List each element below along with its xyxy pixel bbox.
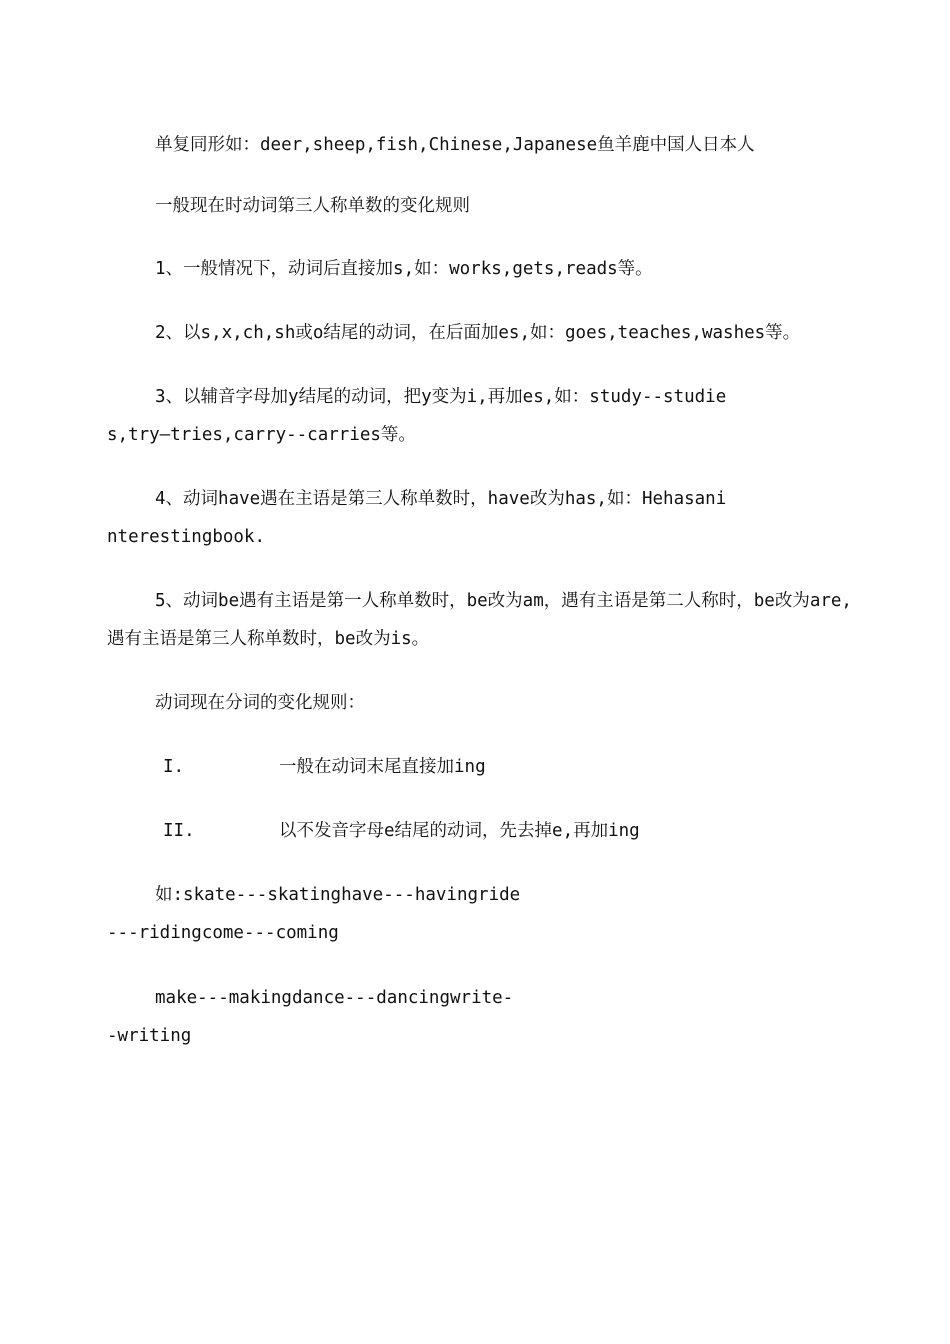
- list-item-number: II.: [163, 821, 195, 841]
- paragraph-present-participle-heading: 动词现在分词的变化规则：: [155, 693, 365, 713]
- paragraph-example-2: make---makingdance---dancingwrite--writing: [107, 988, 514, 1046]
- paragraph-rule-2: 2、以s,x,ch,sh或o结尾的动词，在后面加es,如：goes,teaches,washes等。: [155, 323, 801, 343]
- paragraph-rule-4: 4、动词have遇在主语是第三人称单数时，have改为has,如：Hehasaninterestingbook.: [107, 489, 727, 547]
- paragraph-example-1: 如:skate---skatinghave---havingride---ridingcome---coming: [107, 885, 521, 943]
- list-item-text: 以不发音字母e结尾的动词，先去掉e,再加ing: [279, 821, 640, 841]
- paragraph-rule-3: 3、以辅音字母加y结尾的动词，把y变为i,再加es,如：study--studies,try—tries,carry--carries等。: [107, 387, 727, 445]
- paragraph-third-person-heading: 一般现在时动词第三人称单数的变化规则: [155, 196, 470, 216]
- paragraph-rule-1: 1、一般情况下，动词后直接加s,如：works,gets,reads等。: [155, 259, 653, 279]
- paragraph-rule-5: 5、动词be遇有主语是第一人称单数时，be改为am，遇有主语是第二人称时，be改为are,遇有主语是第三人称单数时，be改为is。: [107, 591, 852, 649]
- list-item-number: I.: [163, 757, 185, 777]
- list-item-text: 一般在动词末尾直接加ing: [279, 757, 486, 777]
- paragraph-same-form-plural: 单复同形如：deer,sheep,fish,Chinese,Japanese鱼羊鹿中国人日本人: [155, 135, 755, 155]
